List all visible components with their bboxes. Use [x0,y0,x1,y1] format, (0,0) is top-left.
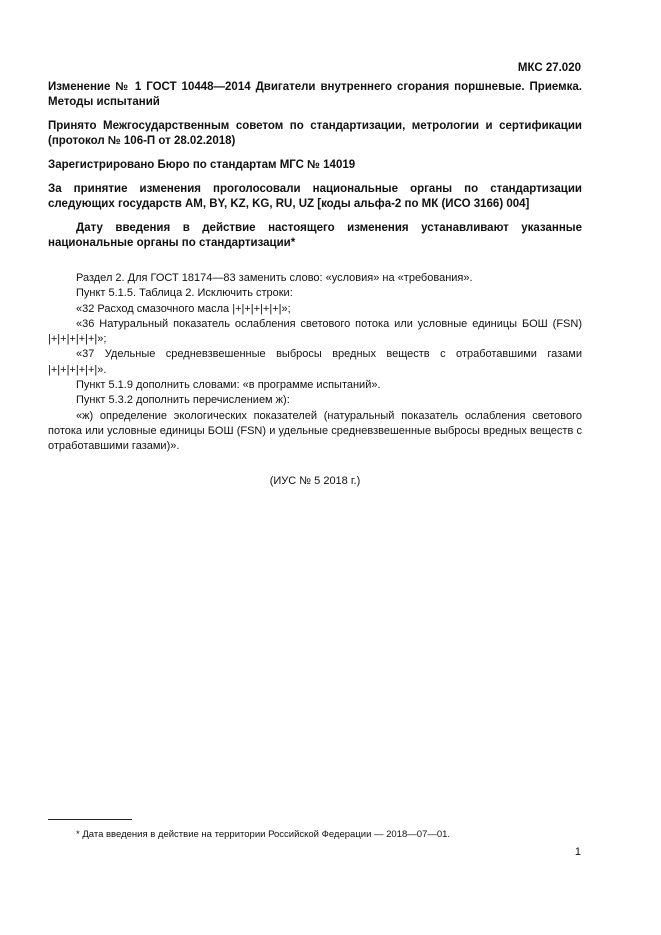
voted-statement: За принятие изменения проголосовали национальные органы по стандартизации следующих государств AM, BY, KZ, KG, RU, UZ [коды альфа-2 по МК (ИСО 3166) 004] [48,183,582,210]
footnote-divider [48,819,132,820]
effective-date-statement: Дату введения в действие настоящего изменения устанавливают указанные национальные органы по стандартизации* [48,222,582,249]
page-number: 1 [574,846,581,858]
body-line: Пункт 5.1.5. Таблица 2. Исключить строки: [76,287,293,300]
mks-code: МКС 27.020 [517,62,581,74]
amendment-title: Изменение № 1 ГОСТ 10448—2014 Двигатели внутреннего сгорания поршневые. Приемка. Методы испытаний [48,81,582,108]
body-line: Пункт 5.1.9 дополнить словами: «в программе испытаний». [76,379,381,392]
document-content [48,80,582,487]
body-line: Раздел 2. Для ГОСТ 18174—83 заменить слово: «условия» на «требования». [76,272,473,284]
footnote: * Дата введения в действие на территории Российской Федерации — 2018—07—01. [76,829,451,840]
body-line: «36 Натуральный показатель ослабления светового потока или условные единицы БОШ (FSN) |+|+|+|+|+|»; [48,317,582,346]
body-line: «37 Удельные средневзвешенные выбросы вредных веществ с отработавшими газами |+|+|+|+|+|». [48,348,582,376]
body-line: «32 Расход смазочного масла |+|+|+|+|+|»; [76,302,291,315]
amendment-body [48,271,582,455]
adopted-statement: Принято Межгосударственным советом по стандартизации, метрологии и сертификации (протокол № 106-П от 28.02.2018) [48,120,582,147]
registered-statement: Зарегистрировано Бюро по стандартам МГС № 14019 [48,159,356,171]
body-line: «ж) определение экологических показателей (натуральный показатель ослабления светового потока или условные единицы БОШ (FSN) и удельные средневзвешенные выбросы вредных веществ с отработавшими газами)». [48,409,582,453]
ius-reference: (ИУС № 5 2018 г.) [269,474,361,487]
body-line: Пункт 5.3.2 дополнить перечислением ж): [76,394,290,407]
